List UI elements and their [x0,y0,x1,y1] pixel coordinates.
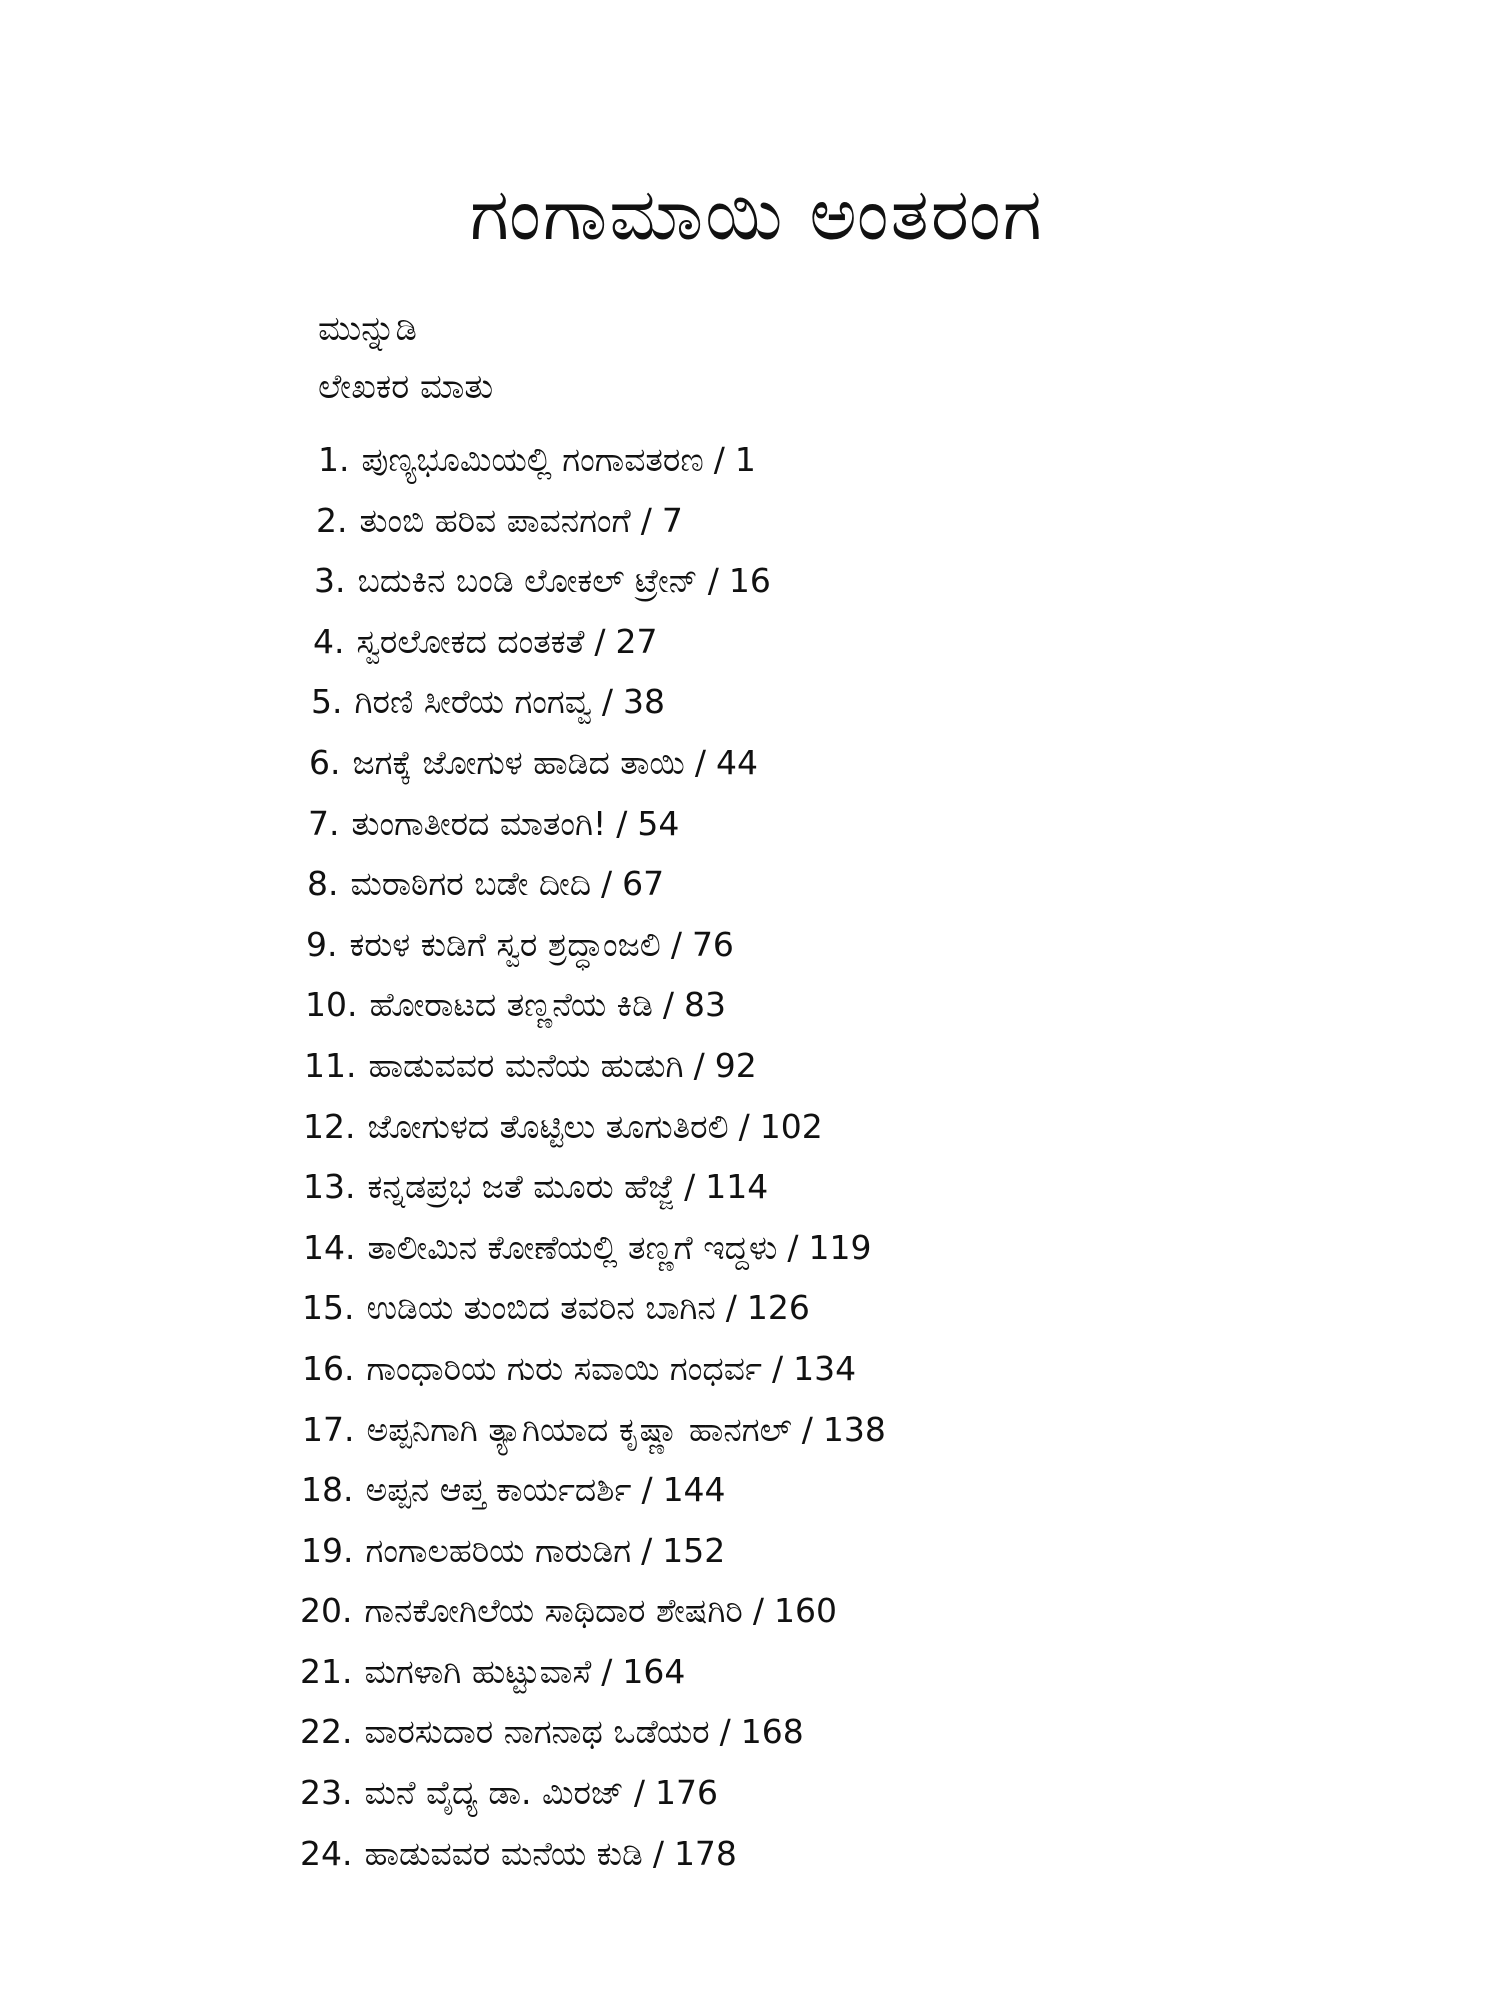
toc-entry [300,1218,1400,1279]
toc-entry-number: 15. [302,1288,355,1328]
toc-entry-page-number: 83 [684,985,727,1025]
toc-entry-title: ಉಡಿಯ ತುಂಬಿದ ತವರಿನ ಬಾಗಿನ [366,1288,716,1328]
toc-entry-page-number: 119 [808,1227,872,1267]
toc-entry-number: 14. [303,1227,356,1267]
toc-entry-page-number: 7 [661,500,683,540]
toc-entry-separator: / [725,1288,737,1328]
toc-entry-title: ಹಾಡುವವರ ಮನೆಯ ಹುಡುಗಿ [368,1045,684,1085]
front-matter-foreword: ಮುನ್ನುಡಿ [318,309,417,349]
toc-entry-separator: / [616,803,628,843]
toc-entry-number: 20. [300,1591,353,1631]
toc-entry-page-number: 102 [759,1106,823,1146]
toc-entry-title: ಗಿರಣಿ ಸೀರೆಯ ಗಂಗವ್ವ [354,682,592,722]
toc-entry-page-number: 164 [622,1651,686,1691]
toc-entry-separator: / [738,1106,750,1146]
toc-entry [300,1036,1400,1097]
toc-entry-page-number: 1 [734,440,756,479]
toc-entry-page-number: 54 [637,803,680,843]
toc-entry-number: 5. [311,682,343,722]
toc-entry-page-number: 67 [622,864,665,904]
toc-entry [300,430,1400,491]
toc-entry-separator: / [641,1530,653,1570]
toc-entry [300,1400,1400,1461]
toc-entry [300,854,1400,915]
toc-entry-page-number: 178 [673,1833,737,1873]
toc-entry-separator: / [752,1591,764,1631]
toc-entry [300,1642,1400,1703]
toc-entry-title: ವಾರಸುದಾರ ನಾಗನಾಥ ಒಡೆಯರ [364,1712,710,1752]
toc-entry-separator: / [633,1773,645,1813]
toc-entry-number: 13. [303,1167,356,1207]
toc-entry-separator: / [684,1167,696,1207]
toc-entry-number: 10. [305,985,358,1025]
toc-entry-number: 4. [313,621,345,661]
toc-entry-title: ತುಂಬಿ ಹರಿವ ಪಾವನಗಂಗೆ [359,500,631,540]
toc-entry [300,1460,1400,1521]
toc-entry [300,1157,1400,1218]
front-matter-author-note: ಲೇಖಕರ ಮಾತು [318,367,494,407]
toc-entry [300,1702,1400,1763]
toc-entry [300,1521,1400,1582]
toc-entry-separator: / [662,985,675,1025]
toc-entry-number: 3. [314,561,346,601]
toc-entry [300,491,1400,552]
table-of-contents [300,430,1400,1884]
toc-entry-title: ಕನ್ನಡಪ್ರಭ ಜತೆ ಮೂರು ಹೆಜ್ಜೆ [367,1167,675,1207]
toc-entry-page-number: 138 [822,1409,886,1449]
toc-entry-separator: / [713,440,725,479]
toc-entry [300,1278,1400,1339]
toc-entry-number: 23. [300,1773,353,1813]
toc-entry-page-number: 152 [662,1530,726,1570]
toc-entry-title: ಗಾನಕೋಗಿಲೆಯ ಸಾಥಿದಾರ ಶೇಷಗಿರಿ [364,1591,743,1631]
toc-entry-number: 16. [302,1348,355,1388]
toc-entry-page-number: 160 [773,1591,837,1631]
toc-entry [300,794,1400,855]
toc-entry-separator: / [801,1409,813,1449]
toc-entry [300,915,1400,976]
toc-entry-number: 11. [304,1045,357,1085]
toc-entry-page-number: 168 [740,1712,804,1752]
toc-entry-title: ಮಗಳಾಗಿ ಹುಟ್ಟುವಾಸೆ [364,1651,592,1691]
toc-entry-title: ಕರುಳ ಕುಡಿಗೆ ಸ್ವರ ಶ್ರದ್ಧಾಂಜಲಿ [349,924,661,964]
toc-entry-separator: / [594,621,606,661]
toc-entry-separator: / [670,924,682,964]
toc-entry-separator: / [771,1348,784,1388]
toc-entry-separator: / [601,682,613,722]
toc-entry [300,612,1400,673]
toc-entry-number: 2. [316,500,348,540]
toc-entry-number: 24. [300,1833,353,1873]
toc-entry-separator: / [601,1651,613,1691]
toc-entry-separator: / [601,864,613,904]
toc-entry-page-number: 16 [728,561,771,601]
toc-entry-title: ಬದುಕಿನ ಬಂಡಿ ಲೋಕಲ್ ಟ್ರೇನ್ [357,561,698,601]
toc-entry-title: ಅಪ್ಪನಿಗಾಗಿ ತ್ಯಾಗಿಯಾದ ಕೃಷ್ಣಾ ಹಾನಗಲ್ [366,1409,792,1449]
toc-entry-separator: / [652,1833,664,1873]
toc-entry-page-number: 114 [705,1167,769,1207]
book-title: ಗಂಗಾಮಾಯಿ ಅಂತರಂಗ [470,172,1044,256]
toc-entry [300,1581,1400,1642]
toc-entry-number: 7. [308,803,340,843]
toc-entry [300,551,1400,612]
toc-entry-number: 9. [306,924,338,964]
toc-entry-title: ಪುಣ್ಯಭೂಮಿಯಲ್ಲಿ ಗಂಗಾವತರಣ [361,440,704,479]
toc-entry-title: ಗಂಗಾಲಹರಿಯ ಗಾರುಡಿಗ [365,1530,632,1570]
toc-entry-title: ಹಾಡುವವರ ಮನೆಯ ಕುಡಿ [364,1833,643,1873]
toc-entry-number: 19. [301,1530,354,1570]
toc-entry-number: 21. [300,1651,353,1691]
toc-entry [300,1097,1400,1158]
toc-entry-page-number: 126 [746,1288,810,1328]
toc-entry-separator: / [707,561,719,601]
toc-entry-page-number: 144 [662,1470,726,1510]
toc-entry-number: 8. [307,864,339,904]
toc-entry-title: ತುಂಗಾತೀರದ ಮಾತಂಗಿ! [351,803,607,843]
toc-entry-number: 12. [303,1106,356,1146]
toc-entry-page-number: 38 [623,682,665,722]
toc-entry [300,975,1400,1036]
toc-entry-title: ಜಗಕ್ಕೆ ಜೋಗುಳ ಹಾಡಿದ ತಾಯಿ [352,742,685,782]
toc-entry-number: 6. [309,742,341,782]
toc-entry-title: ಗಾಂಧಾರಿಯ ಗುರು ಸವಾಯಿ ಗಂಧರ್ವ [366,1348,762,1388]
toc-entry-page-number: 176 [654,1773,718,1813]
toc-entry-separator: / [640,500,652,540]
toc-entry-number: 17. [302,1409,355,1449]
toc-entry-page-number: 92 [714,1045,757,1085]
toc-entry-title: ಹೋರಾಟದ ತಣ್ಣನೆಯ ಕಿಡಿ [369,985,653,1025]
toc-entry-title: ಮರಾಠಿಗರ ಬಡೇ ದೀದಿ [350,864,592,904]
toc-entry-number: 1. [318,440,350,479]
toc-entry [300,672,1400,733]
toc-entry-title: ಸ್ವರಲೋಕದ ದಂತಕತೆ [356,621,585,661]
toc-entry-title: ಮನೆ ವೈದ್ಯ ಡಾ. ಮಿರಜ್ [364,1773,624,1813]
toc-entry-separator: / [641,1470,653,1510]
toc-entry-separator: / [787,1227,799,1267]
toc-entry-page-number: 44 [715,742,758,782]
toc-entry-page-number: 76 [691,924,734,964]
toc-entry-separator: / [693,1045,705,1085]
toc-entry [300,1763,1400,1824]
toc-entry-separator: / [694,742,706,782]
toc-entry-page-number: 27 [615,621,658,661]
toc-entry [300,1339,1400,1400]
toc-entry-page-number: 134 [793,1348,857,1388]
toc-entry [300,733,1400,794]
toc-entry-number: 22. [300,1712,353,1752]
toc-entry-title: ತಾಲೀಮಿನ ಕೋಣೆಯಲ್ಲಿ ತಣ್ಣಗೆ ಇದ್ದಳು [367,1227,778,1267]
toc-entry-separator: / [719,1712,731,1752]
toc-entry-title: ಅಪ್ಪನ ಆಪ್ತ ಕಾರ್ಯದರ್ಶಿ [365,1470,632,1510]
toc-entry-title: ಜೋಗುಳದ ತೊಟ್ಟಿಲು ತೂಗುತಿರಲಿ [367,1106,729,1146]
toc-entry [300,1824,1400,1885]
toc-entry-number: 18. [301,1470,354,1510]
